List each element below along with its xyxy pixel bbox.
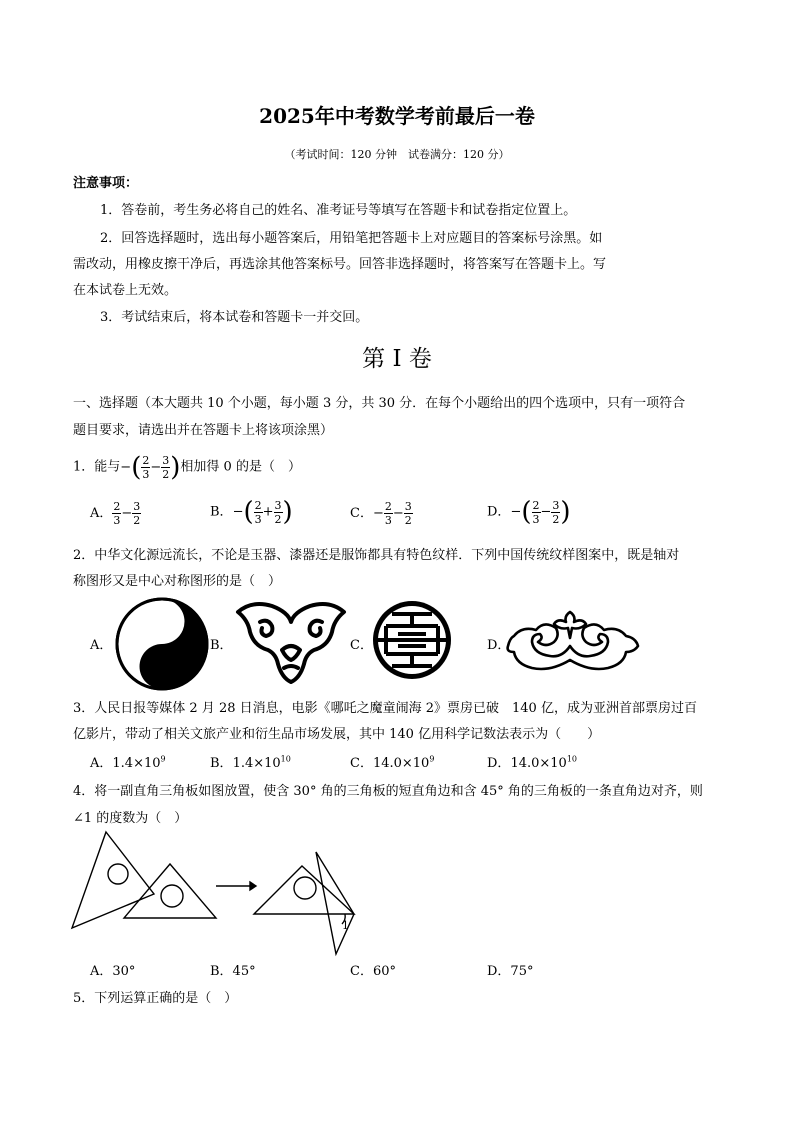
triangle-set-square-figure (66, 830, 366, 960)
notice-item-2-line-3: 在本试卷上无效。 (73, 283, 178, 298)
question-1-option-b[interactable]: B．−( $\frac{2}{3}$ + $\frac{3}{2}$ ) (210, 497, 293, 527)
question-4-line-1: 4．将一副直角三角板如图放置，使含 30° 角的三角板的短直角边和含 45° 角的三角板的一条直角边对齐，则 (73, 784, 703, 799)
auspicious-cloud-pattern-b (230, 598, 352, 686)
question-3-line-2: 亿影片，带动了相关文旅产业和衍生品市场发展，其中 140 亿用科学记数法表示为（ ） (73, 727, 601, 742)
volume-title: 第 I 卷 (362, 346, 432, 372)
question-3-option-b[interactable]: B．$1.4\times 10^{10}$ (210, 754, 291, 771)
section-1-line-2: 题目要求，请选出并在答题卡上将该项涂黑） (73, 423, 334, 438)
thirty-degree-set-square (72, 832, 154, 928)
angle-1-label: 1 (342, 919, 349, 932)
question-1-suffix: 相加得 0 的是（ ） (180, 459, 301, 475)
question-1-expression: −( $\frac{2}{3}$ − $\frac{3}{2}$ ) (120, 452, 181, 482)
question-1-prefix: 1．能与 (73, 459, 121, 475)
question-2-option-a-label[interactable]: A． (90, 638, 113, 653)
section-1-line-1: 一、选择题（本大题共 10 个小题，每小题 3 分，共 30 分．在每个小题给出的四个选项中，只有一项符合 (73, 396, 686, 411)
set-square-hole (108, 864, 128, 884)
exam-subtitle: （考试时间：120 分钟 试卷满分：120 分） (284, 148, 510, 161)
round-shou-pattern (370, 598, 454, 682)
question-4-option-b[interactable]: B．45° (210, 964, 256, 979)
question-1-option-c[interactable]: C．− $\frac{2}{3}$ − $\frac{3}{2}$ (350, 500, 412, 527)
notice-item-2-line-1: 2．回答选择题时，选出每小题答案后，用铅笔把答题卡上对应题目的答案标号涂黑。如 (100, 231, 603, 246)
question-4-option-a[interactable]: A．30° (90, 964, 136, 979)
question-3-option-c[interactable]: C．$14.0\times 10^9$ (350, 754, 435, 771)
set-square-hole (161, 885, 183, 907)
question-3-option-d[interactable]: D．$14.0\times 10^{10}$ (487, 754, 578, 771)
question-4-option-d[interactable]: D．75° (487, 964, 534, 979)
question-5-line-1: 5．下列运算正确的是（ ） (73, 991, 238, 1006)
exam-title: 2025年中考数学考前最后一卷 (259, 104, 535, 128)
question-3-option-a[interactable]: A．$1.4\times 10^9$ (90, 754, 166, 771)
question-2-option-b-label[interactable]: B． (210, 638, 233, 653)
question-3-line-1: 3．人民日报等媒体 2 月 28 日消息，电影《哪吒之魔童闹海 2》票房已破 140 亿，成为亚洲首部票房过百 (73, 701, 697, 716)
question-2-option-d-label[interactable]: D． (487, 638, 511, 653)
notice-item-1: 1．答卷前，考生务必将自己的姓名、准考证号等填写在答题卡和试卷指定位置上。 (100, 203, 577, 218)
yin-yang-pattern (114, 596, 210, 692)
auspicious-cloud-pattern-d (510, 608, 642, 674)
question-1-option-a[interactable]: A． $\frac{2}{3}$ − $\frac{3}{2}$ (90, 500, 141, 527)
combined-thirty-square (316, 852, 354, 954)
question-1-stem (73, 452, 301, 482)
notice-item-2-line-2: 需改动，用橡皮擦干净后，再选涂其他答案标号。回答非选择题时，将答案写在答题卡上。写 (73, 257, 607, 272)
notice-heading: 注意事项： (73, 176, 139, 191)
question-1-option-d[interactable]: D．−( $\frac{2}{3}$ − $\frac{3}{2}$ ) (487, 497, 571, 527)
question-4-line-2: ∠1 的度数为（ ） (73, 811, 188, 826)
question-4-option-c[interactable]: C．60° (350, 964, 396, 979)
question-2-option-c-label[interactable]: C． (350, 638, 373, 653)
notice-item-3: 3．考试结束后，将本试卷和答题卡一并交回。 (100, 310, 369, 325)
question-2-line-1: 2．中华文化源远流长，不论是玉器、漆器还是服饰都具有特色纹样．下列中国传统纹样图案中，既是轴对 (73, 548, 680, 563)
question-2-line-2: 称图形又是中心对称图形的是（ ） (73, 574, 282, 589)
